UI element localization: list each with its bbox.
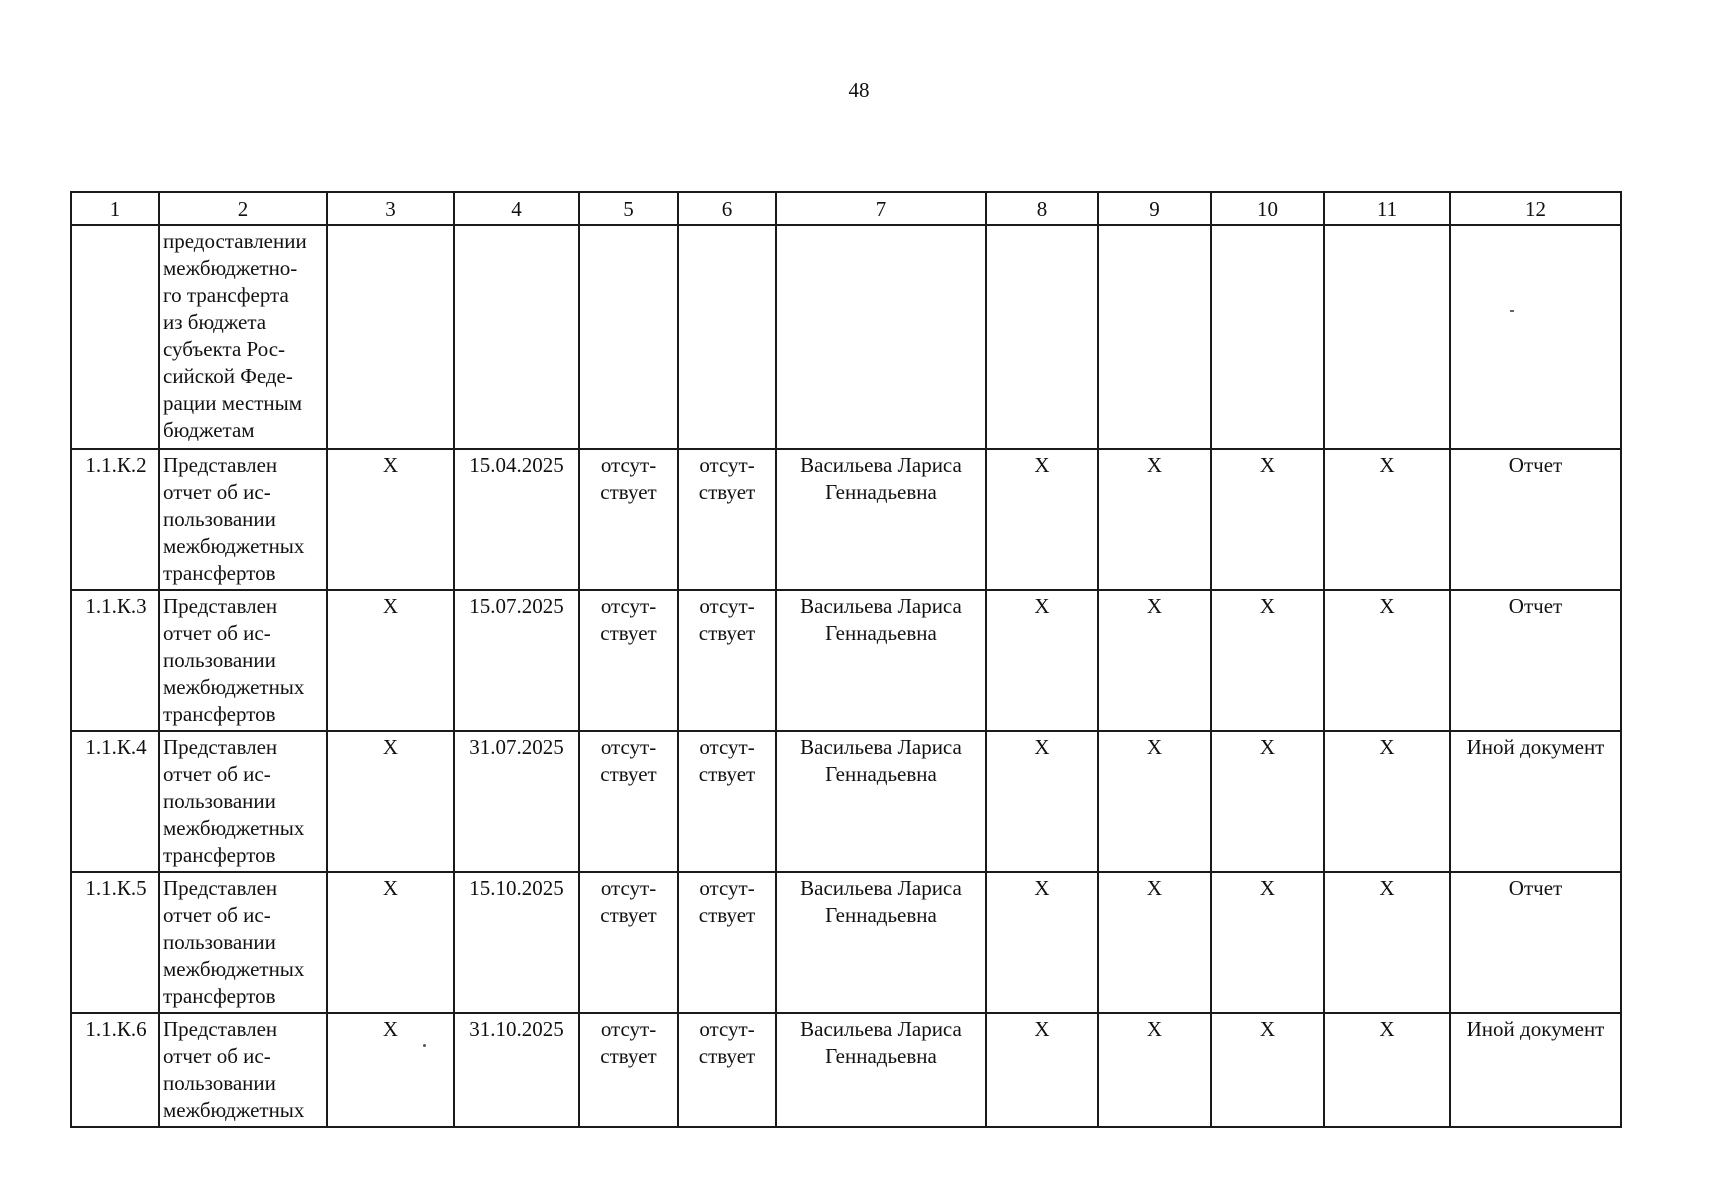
row-description-cell <box>159 590 327 731</box>
col5-cell-line: отсут- <box>600 594 657 618</box>
col10-cell: X <box>1211 731 1324 872</box>
col11-cell: X <box>1324 449 1450 590</box>
col6-cell-line: отсут- <box>699 453 755 477</box>
empty-cell <box>1324 225 1450 449</box>
date-cell: 15.10.2025 <box>454 872 579 1013</box>
col10-cell: X <box>1211 449 1324 590</box>
row-description-cell-line: субъекта Рос- <box>163 337 286 361</box>
col6-cell-line: отсут- <box>699 876 755 900</box>
row-description-cell-line: Представлен <box>163 594 278 618</box>
date-cell: 15.04.2025 <box>454 449 579 590</box>
responsible-person-cell-line: Геннадьевна <box>825 1044 937 1068</box>
date-cell: 15.07.2025 <box>454 590 579 731</box>
col5-cell <box>579 731 678 872</box>
row-description-cell-line: межбюджетных <box>163 534 305 558</box>
col6-cell-line: отсут- <box>699 1017 755 1041</box>
row-description-cell-line: отчет об ис- <box>163 480 271 504</box>
stray-mark <box>1510 310 1514 312</box>
responsible-person-cell-line: Васильева Лариса <box>800 1017 962 1041</box>
row-description-cell-line: отчет об ис- <box>163 903 271 927</box>
row-description-cell-line: предоставлении <box>163 229 307 253</box>
row-description-cell-line: пользовании <box>163 1071 276 1095</box>
row-description-cell-line: пользовании <box>163 789 276 813</box>
stray-dot <box>423 1044 426 1047</box>
row-id-cell: 1.1.К.5 <box>71 872 159 1013</box>
empty-cell <box>579 225 678 449</box>
col6-cell <box>678 449 776 590</box>
column-header-11: 11 <box>1324 192 1450 225</box>
row-id-cell: 1.1.К.4 <box>71 731 159 872</box>
row-description-cell-line: отчет об ис- <box>163 762 271 786</box>
table-body <box>71 225 1621 1127</box>
col6-cell-line: ствует <box>698 621 756 645</box>
col11-cell: X <box>1324 872 1450 1013</box>
row-description-cell-line: пользовании <box>163 648 276 672</box>
col6-cell <box>678 731 776 872</box>
col5-cell <box>579 449 678 590</box>
responsible-person-cell-line: Васильева Лариса <box>800 594 962 618</box>
col9-cell: X <box>1098 731 1211 872</box>
col5-cell-line: отсут- <box>600 876 657 900</box>
col6-cell <box>678 590 776 731</box>
row-description-cell <box>159 731 327 872</box>
responsible-person-cell <box>776 872 986 1013</box>
column-header-10: 10 <box>1211 192 1324 225</box>
col10-cell: X <box>1211 590 1324 731</box>
responsible-person-cell-line: Геннадьевна <box>825 762 937 786</box>
row-description-cell-line: го трансферта <box>163 283 289 307</box>
col5-cell-line: отсут- <box>600 735 657 759</box>
row-id-cell <box>71 225 159 449</box>
document-table <box>70 191 1622 1128</box>
responsible-person-cell-line: Геннадьевна <box>825 480 937 504</box>
page-number: 48 <box>848 78 870 102</box>
empty-cell <box>454 225 579 449</box>
row-description-cell-line: трансфертов <box>163 702 276 726</box>
table-row <box>71 225 1621 449</box>
col10-cell: X <box>1211 1013 1324 1127</box>
document-type-cell: Иной документ <box>1450 731 1621 872</box>
table-row <box>71 731 1621 872</box>
row-description-cell-line: сийской Феде- <box>163 364 293 388</box>
row-description-cell <box>159 1013 327 1127</box>
col11-cell: X <box>1324 731 1450 872</box>
document-type-cell: Иной документ <box>1450 1013 1621 1127</box>
col5-cell-line: ствует <box>600 903 657 927</box>
col9-cell: X <box>1098 872 1211 1013</box>
responsible-person-cell-line: Геннадьевна <box>825 621 937 645</box>
responsible-person-cell-line: Васильева Лариса <box>800 876 962 900</box>
col6-cell <box>678 872 776 1013</box>
responsible-person-cell <box>776 449 986 590</box>
col6-cell-line: ствует <box>698 480 756 504</box>
row-description-cell-line: Представлен <box>163 735 278 759</box>
row-description-cell-line: трансфертов <box>163 561 276 585</box>
empty-cell <box>327 225 454 449</box>
document-type-cell: Отчет <box>1450 449 1621 590</box>
empty-cell <box>776 225 986 449</box>
col5-cell <box>579 1013 678 1127</box>
col11-cell: X <box>1324 590 1450 731</box>
document-type-cell: Отчет <box>1450 872 1621 1013</box>
col3-cell: X <box>327 872 454 1013</box>
column-header-1: 1 <box>71 192 159 225</box>
column-header-2: 2 <box>159 192 327 225</box>
row-description-cell-line: межбюджетных <box>163 1098 305 1122</box>
col8-cell: X <box>986 590 1098 731</box>
row-description-cell-line: отчет об ис- <box>163 1044 271 1068</box>
column-header-8: 8 <box>986 192 1098 225</box>
column-header-3: 3 <box>327 192 454 225</box>
empty-cell <box>678 225 776 449</box>
responsible-person-cell-line: Васильева Лариса <box>800 453 962 477</box>
column-header-9: 9 <box>1098 192 1211 225</box>
responsible-person-cell <box>776 731 986 872</box>
empty-cell <box>1098 225 1211 449</box>
col6-cell-line: ствует <box>698 1044 756 1068</box>
row-id-cell: 1.1.К.3 <box>71 590 159 731</box>
col5-cell-line: ствует <box>600 480 657 504</box>
row-description-cell-line: Представлен <box>163 1017 278 1041</box>
row-description-cell <box>159 872 327 1013</box>
date-cell: 31.10.2025 <box>454 1013 579 1127</box>
col5-cell-line: отсут- <box>600 1017 657 1041</box>
col3-cell: X <box>327 731 454 872</box>
col5-cell <box>579 590 678 731</box>
responsible-person-cell <box>776 590 986 731</box>
row-id-cell: 1.1.К.2 <box>71 449 159 590</box>
col10-cell: X <box>1211 872 1324 1013</box>
responsible-person-cell-line: Васильева Лариса <box>800 735 962 759</box>
col6-cell <box>678 1013 776 1127</box>
empty-cell <box>1211 225 1324 449</box>
row-description-cell-line: межбюджетных <box>163 957 305 981</box>
document-type-cell: Отчет <box>1450 590 1621 731</box>
col9-cell: X <box>1098 1013 1211 1127</box>
col6-cell-line: отсут- <box>699 735 755 759</box>
row-description-cell-line: рации местным <box>163 391 303 415</box>
row-description-cell-line: пользовании <box>163 930 276 954</box>
row-description-cell-line: трансфертов <box>163 843 276 867</box>
col5-cell-line: ствует <box>600 762 657 786</box>
column-header-7: 7 <box>776 192 986 225</box>
row-description-cell-line: трансфертов <box>163 984 276 1008</box>
col3-cell: X <box>327 590 454 731</box>
row-id-cell: 1.1.К.6 <box>71 1013 159 1127</box>
row-description-cell <box>159 225 327 449</box>
column-header-4: 4 <box>454 192 579 225</box>
col5-cell-line: отсут- <box>600 453 657 477</box>
row-description-cell-line: Представлен <box>163 876 278 900</box>
col8-cell: X <box>986 872 1098 1013</box>
col8-cell: X <box>986 1013 1098 1127</box>
table-row <box>71 872 1621 1013</box>
col3-cell: X <box>327 1013 454 1127</box>
empty-cell <box>1450 225 1621 449</box>
col5-cell <box>579 872 678 1013</box>
date-cell: 31.07.2025 <box>454 731 579 872</box>
row-description-cell-line: межбюджетных <box>163 675 305 699</box>
table-row <box>71 449 1621 590</box>
responsible-person-cell <box>776 1013 986 1127</box>
row-description-cell-line: пользовании <box>163 507 276 531</box>
row-description-cell-line: Представлен <box>163 453 278 477</box>
col9-cell: X <box>1098 590 1211 731</box>
col3-cell: X <box>327 449 454 590</box>
col6-cell-line: ствует <box>698 762 756 786</box>
header-row <box>71 192 1621 225</box>
column-header-12: 12 <box>1450 192 1621 225</box>
col8-cell: X <box>986 449 1098 590</box>
table-row <box>71 590 1621 731</box>
row-description-cell-line: межбюджетно- <box>163 256 298 280</box>
row-description-cell-line: из бюджета <box>163 310 267 334</box>
row-description-cell-line: бюджетам <box>163 418 255 442</box>
row-description-cell-line: межбюджетных <box>163 816 305 840</box>
col6-cell-line: отсут- <box>699 594 755 618</box>
col9-cell: X <box>1098 449 1211 590</box>
responsible-person-cell-line: Геннадьевна <box>825 903 937 927</box>
column-header-6: 6 <box>678 192 776 225</box>
table-row <box>71 1013 1621 1127</box>
col11-cell: X <box>1324 1013 1450 1127</box>
empty-cell <box>986 225 1098 449</box>
col6-cell-line: ствует <box>698 903 756 927</box>
col5-cell-line: ствует <box>600 1044 657 1068</box>
row-description-cell-line: отчет об ис- <box>163 621 271 645</box>
column-header-5: 5 <box>579 192 678 225</box>
col8-cell: X <box>986 731 1098 872</box>
col5-cell-line: ствует <box>600 621 657 645</box>
row-description-cell <box>159 449 327 590</box>
